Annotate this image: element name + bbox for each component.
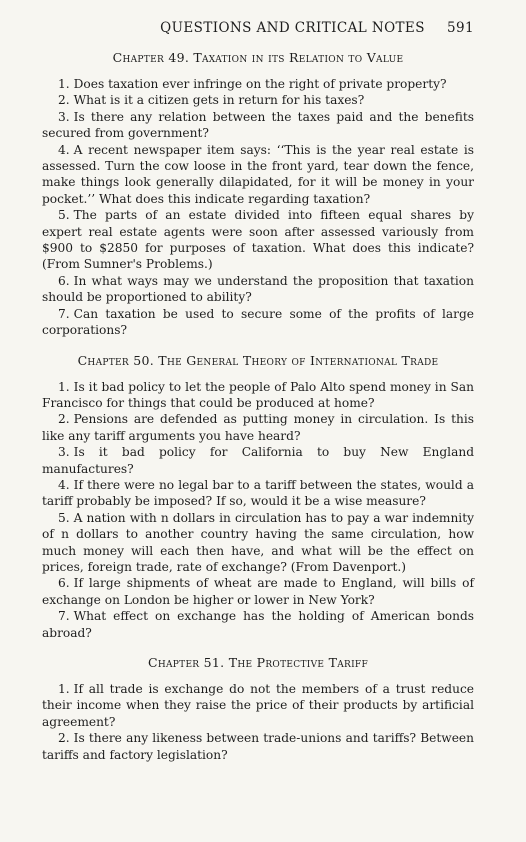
question-item [42, 411, 474, 444]
question-text: If large shipments of wheat are made to England, will bills of exchange on London be higher or lower in New York? [42, 576, 474, 607]
question-item [42, 477, 474, 510]
question-text: If all trade is exchange do not the members of a trust reduce their income when they raise the price of their products by artificial agreement? [42, 682, 474, 729]
question-number: 2. [58, 731, 70, 746]
question-number: 4. [58, 477, 70, 492]
question-text: Is there any likeness between trade-unions and tariffs? Between tariffs and factory legislation? [42, 731, 474, 762]
chapter-heading: Chapter 50. The General Theory of International Trade [77, 352, 439, 368]
question-item [42, 379, 474, 412]
question-text: Is it bad policy for California to buy New England manufactures? [42, 445, 474, 476]
question-number: 6. [58, 273, 70, 288]
running-head [42, 20, 474, 36]
question-list [42, 681, 474, 763]
question-number: 3. [58, 445, 70, 460]
question-text: In what ways may we understand the proposition that taxation should be proportioned to ability? [42, 273, 474, 305]
question-list [42, 76, 474, 339]
question-text: Does taxation ever infringe on the right of private property? [73, 77, 447, 91]
question-list [42, 379, 474, 642]
question-number: 5. [58, 510, 70, 525]
question-number: 1. [58, 77, 70, 91]
question-number: 7. [58, 306, 70, 321]
page-number: 591 [447, 20, 474, 36]
question-text: Pensions are defended as putting money in circulation. Is this like any tariff arguments you have heard? [42, 412, 474, 443]
question-number: 5. [58, 208, 70, 223]
question-number: 6. [58, 576, 70, 591]
question-item [42, 92, 474, 108]
question-item [42, 575, 474, 608]
question-text: What effect on exchange has the holding of American bonds abroad? [42, 609, 474, 640]
question-number: 3. [58, 109, 70, 124]
question-text: If there were no legal bar to a tariff between the states, would a tariff probably be imposed? If so, would it be a wise measure? [42, 477, 474, 509]
chapter-section [42, 655, 474, 763]
question-item [42, 681, 474, 730]
question-item [42, 207, 474, 273]
chapter-heading: Chapter 51. The Protective Tariff [147, 655, 369, 670]
question-text: A recent newspaper item says: ‘‘This is the year real estate is assessed. Turn the cow loose in the front yard, tear down the fence, make things look generally dilapidated, for it will be money in your pocket.’’ What does this indicate regarding taxation? [42, 142, 474, 206]
question-number: 7. [58, 609, 70, 624]
chapter-section [42, 50, 474, 339]
question-item [42, 76, 474, 92]
question-number: 4. [58, 142, 70, 157]
question-text: What is it a citizen gets in return for his taxes? [73, 93, 365, 108]
question-item [42, 306, 474, 339]
question-text: The parts of an estate divided into fifteen equal shares by expert real estate agents were soon after assessed variously from $900 to $2850 for purposes of taxation. What does this indicate? (From Sumner's Problems.) [42, 208, 474, 272]
question-item [42, 608, 474, 641]
question-item [42, 510, 474, 576]
question-text: Can taxation be used to secure some of the profits of large corporations? [42, 306, 474, 338]
question-text: Is it bad policy to let the people of Palo Alto spend money in San Francisco for things that could be produced at home? [42, 379, 474, 410]
question-number: 1. [58, 379, 70, 394]
question-item [42, 109, 474, 142]
question-item [42, 730, 474, 763]
question-text: A nation with n dollars in circulation has to pay a war indemnity of n dollars to another country having the same circulation, how much money will each then have, and what will be the effect on prices, foreign trade, rate of exchange? (From Davenport.) [42, 510, 474, 574]
question-text: Is there any relation between the taxes paid and the benefits secured from government? [42, 109, 474, 141]
question-number: 2. [58, 412, 70, 427]
chapter-section [42, 353, 474, 642]
question-item [42, 273, 474, 306]
running-title: QUESTIONS AND CRITICAL NOTES [160, 20, 425, 36]
question-item [42, 444, 474, 477]
question-number: 1. [58, 682, 70, 696]
question-number: 2. [58, 93, 70, 108]
chapter-heading: Chapter 49. Taxation in its Relation to Value [112, 50, 404, 65]
question-item [42, 142, 474, 208]
